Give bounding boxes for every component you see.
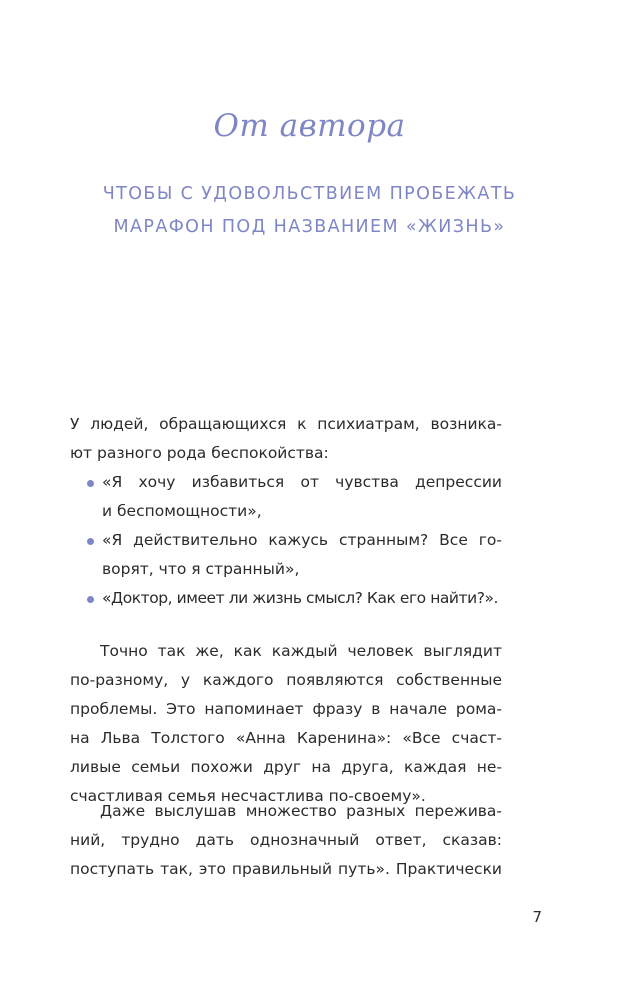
intro-line: ют разного рода беспокойства: — [70, 444, 329, 462]
intro-section — [70, 410, 502, 613]
list-item — [70, 526, 502, 584]
list-item-line: «Доктор, имеет ли жизнь смысл? Как его найти?». — [102, 589, 499, 607]
list-item-line: ворят, что я странный», — [102, 560, 300, 578]
list-item-line: «Я хочу избавиться от чувства депрессии — [102, 473, 502, 491]
paragraph-line: Даже выслушав множество разных пережива- — [100, 802, 502, 820]
subtitle-line: МАРАФОН ПОД НАЗВАНИЕМ «ЖИЗНЬ» — [113, 217, 506, 237]
intro-line: У людей, обращающихся к психиатрам, возника- — [70, 415, 502, 433]
paragraph-line: счастливая семья несчастлива по-своему». — [70, 787, 426, 805]
paragraph-line: проблемы. Это напоминает фразу в начале рома- — [70, 700, 502, 718]
subtitle-line: ЧТОБЫ С УДОВОЛЬСТВИЕМ ПРОБЕЖАТЬ — [102, 184, 517, 204]
chapter-title: От автора — [213, 108, 406, 144]
paragraph-line: на Льва Толстого «Анна Каренина»: «Все счаст- — [70, 729, 502, 747]
paragraph-line: по-разному, у каждого появляются собственные — [70, 671, 502, 689]
paragraph-line: ний, трудно дать однозначный ответ, сказав: — [70, 831, 502, 849]
list-item — [70, 584, 502, 613]
paragraph-line: поступать так, это правильный путь». Практически — [70, 860, 502, 878]
bullet-dot-icon — [87, 596, 94, 603]
bullet-dot-icon — [87, 480, 94, 487]
page-number: 7 — [532, 908, 542, 926]
list-item-line: и беспомощности», — [102, 502, 262, 520]
chapter-subtitle — [0, 178, 619, 244]
paragraph-2 — [70, 797, 502, 884]
list-item-line: «Я действительно кажусь странным? Все го- — [102, 531, 502, 549]
paragraph-line: Точно так же, как каждый человек выглядит — [100, 642, 502, 660]
paragraph-line: ливые семьи похожи друг на друга, каждая не- — [70, 758, 502, 776]
list-item — [70, 468, 502, 526]
bullet-dot-icon — [87, 538, 94, 545]
complaints-list — [70, 468, 502, 613]
paragraph-1 — [70, 637, 502, 811]
